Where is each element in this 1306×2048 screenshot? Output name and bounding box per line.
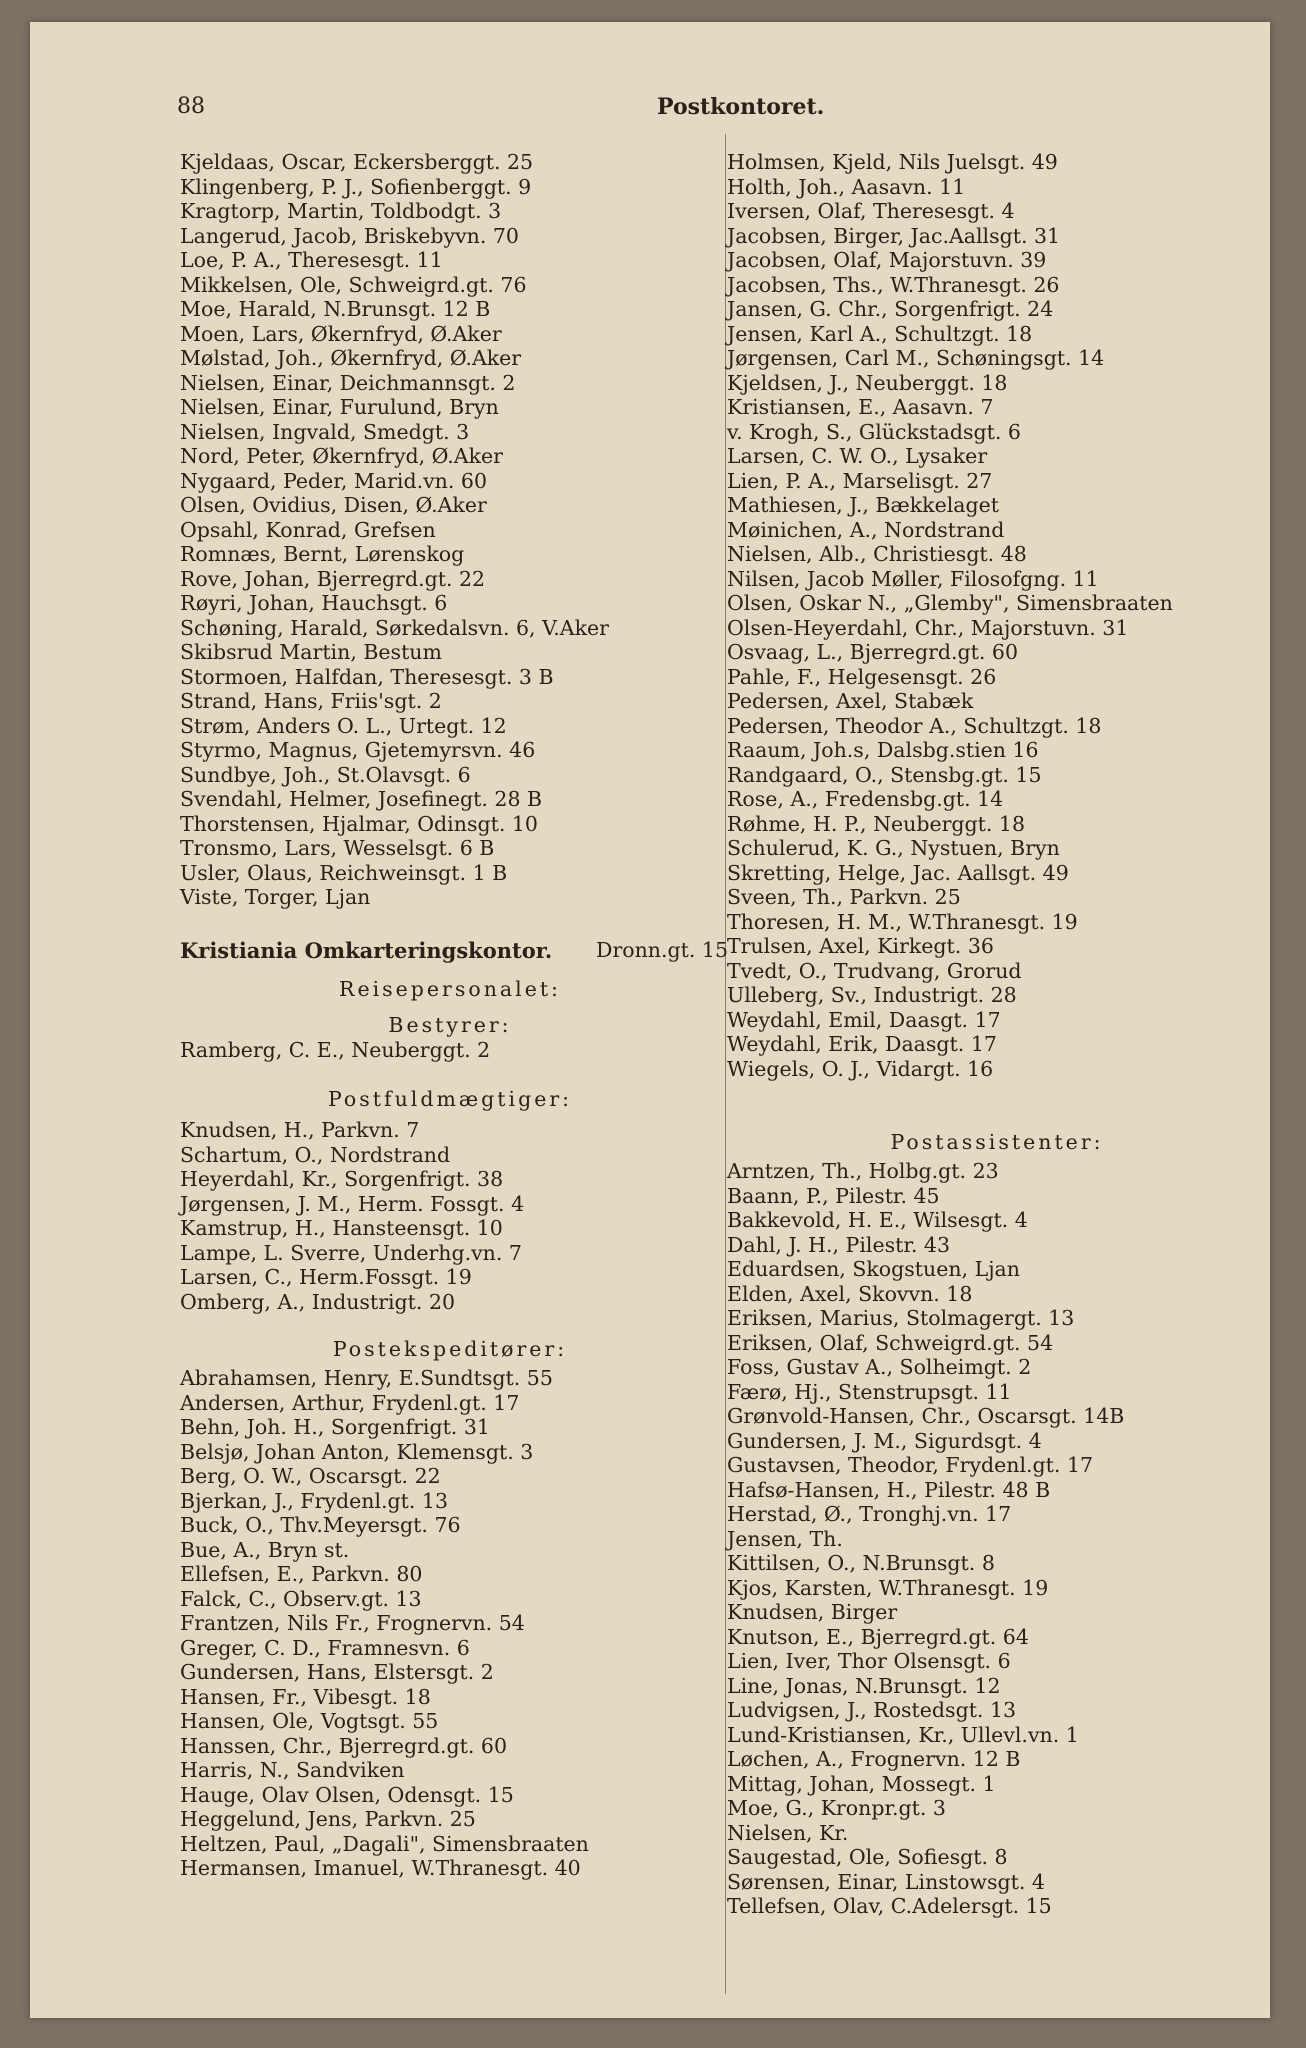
list-item: Schulerud, K. G., Nystuen, Bryn [727,836,1060,860]
list-item: Strand, Hans, Friis'sgt. 2 [180,689,442,713]
list-item: Larsen, C., Herm.Fossgt. 19 [180,1265,472,1289]
list-item: Kristiansen, E., Aasavn. 7 [727,395,994,419]
list-item: Stormoen, Halfdan, Theresesgt. 3 B [180,664,554,689]
list-item: Foss, Gustav A., Solheimgt. 2 [727,1355,1032,1379]
list-item: Mathiesen, J., Bækkelaget [727,493,999,517]
list-item: Line, Jonas, N.Brunsgt. 12 [727,1673,1001,1698]
list-item: Olsen, Ovidius, Disen, Ø.Aker [180,493,487,517]
list-item: Hansen, Fr., Vibesgt. 18 [180,1684,431,1709]
list-item: Pahle, F., Helgesensgt. 26 [727,664,997,689]
list-item: Viste, Torger, Ljan [180,885,371,909]
postfuldmaegtiger-list [180,1118,720,1314]
list-item: Weydahl, Emil, Daasgt. 17 [727,1007,1001,1032]
office-name: Kristiania Omkarteringskontor. [180,937,553,963]
list-item: Gustavsen, Theodor, Frydenl.gt. 17 [727,1453,1094,1477]
list-item: Jacobsen, Olaf, Majorstuvn. 39 [727,248,1047,272]
list-item: Usler, Olaus, Reichweinsgt. 1 B [180,860,508,885]
page-header [177,94,1217,134]
list-item: Sundbye, Joh., St.Olavsgt. 6 [180,762,471,787]
list-item: Hanssen, Chr., Bjerregrd.gt. 60 [180,1733,508,1758]
list-item: Skretting, Helge, Jac. Aallsgt. 49 [727,860,1069,885]
list-item: Langerud, Jacob, Briskebyvn. 70 [180,223,519,248]
left-continued-list [180,150,720,910]
list-item: Holmsen, Kjeld, Nils Juelsgt. 49 [727,150,1058,174]
list-item: Raaum, Joh.s, Dalsbg.stien 16 [727,738,1039,762]
list-item: Eduardsen, Skogstuen, Ljan [727,1257,1020,1281]
list-item: Omberg, A., Industrigt. 20 [180,1289,456,1314]
list-item: Arntzen, Th., Holbg.gt. 23 [727,1159,999,1183]
list-item: Heggelund, Jens, Parkvn. 25 [180,1807,476,1831]
bestyrer-heading: Bestyrer: [388,1012,512,1037]
list-item: Gundersen, J. M., Sigurdsgt. 4 [727,1428,1042,1453]
list-item: Mittag, Johan, Mossegt. 1 [727,1771,996,1796]
list-item: Wiegels, O. J., Vidargt. 16 [727,1056,994,1081]
list-item: Kjeldsen, J., Neuberggt. 18 [727,370,1008,395]
postekspeditorer-list [180,1366,720,1881]
list-item: Møinichen, A., Nordstrand [727,517,1005,542]
list-item: Moe, G., Kronpr.gt. 3 [727,1796,946,1820]
list-item: Jacobsen, Ths., W.Thranesgt. 26 [727,272,1060,297]
list-item: Saugestad, Ole, Sofiesgt. 8 [727,1845,1008,1869]
list-item: Jacobsen, Birger, Jac.Aallsgt. 31 [727,223,1061,248]
list-item: Frantzen, Nils Fr., Frognervn. 54 [180,1611,525,1635]
list-item: Nilsen, Jacob Møller, Filosofgng. 11 [727,566,1099,591]
list-item: Rose, A., Fredensbg.gt. 14 [727,787,1004,811]
list-item: Pedersen, Theodor A., Schultzgt. 18 [727,713,1102,738]
list-item: Jørgensen, Carl M., Schøningsgt. 14 [727,346,1105,370]
list-item: Rove, Johan, Bjerregrd.gt. 22 [180,566,486,591]
office-heading [180,937,728,964]
list-item: Buck, O., Thv.Meyersgt. 76 [180,1513,461,1537]
list-item: Thoresen, H. M., W.Thranesgt. 19 [727,909,1078,934]
list-item: Røhme, H. P., Neuberggt. 18 [727,811,1025,836]
list-item: Nielsen, Einar, Deichmannsgt. 2 [180,370,516,395]
list-item: Kjos, Karsten, W.Thranesgt. 19 [727,1575,1049,1600]
list-item: Belsjø, Johan Anton, Klemensgt. 3 [180,1439,534,1464]
list-item: Thorstensen, Hjalmar, Odinsgt. 10 [180,811,538,836]
list-item: Kjeldaas, Oscar, Eckersberggt. 25 [180,150,534,174]
reisepersonalet-heading: Reisepersonalet: [339,976,561,1001]
list-item: Dahl, J. H., Pilestr. 43 [727,1232,950,1257]
list-item: Herstad, Ø., Tronghj.vn. 17 [727,1502,1012,1526]
list-item: Bjerkan, J., Frydenl.gt. 13 [180,1488,449,1513]
list-item: Eriksen, Marius, Stolmagergt. 13 [727,1306,1075,1330]
postfuldmaegtiger-heading: Postfuldmægtiger: [327,1087,573,1111]
list-item: Loe, P. A., Theresesgt. 11 [180,248,443,272]
column-divider [725,134,726,1994]
list-item: Bue, A., Bryn st. [180,1537,350,1562]
list-item: Weydahl, Erik, Daasgt. 17 [727,1032,997,1056]
list-item: Nielsen, Einar, Furulund, Bryn [180,395,499,419]
list-item: Olsen, Oskar N., „Glemby", Simensbraaten [727,591,1173,615]
list-item: Nielsen, Kr. [727,1820,849,1845]
list-item: Larsen, C. W. O., Lysaker [727,444,988,468]
postekspeditorer-heading: Postekspeditører: [332,1337,568,1361]
list-item: Klingenberg, P. J., Sofienberggt. 9 [180,174,532,199]
list-item: Falck, C., Observ.gt. 13 [180,1586,422,1611]
list-item: Romnæs, Bernt, Lørenskog [180,542,465,566]
list-item: Tellefsen, Olav, C.Adelersgt. 15 [727,1894,1052,1918]
list-item: v. Krogh, S., Glückstadsgt. 6 [727,419,1021,444]
list-item: Hafsø-Hansen, H., Pilestr. 48 B [727,1477,1051,1502]
list-item: Holth, Joh., Aasavn. 11 [727,174,966,199]
office-address: Dronn.gt. 15 [596,937,728,962]
list-item: Nord, Peter, Økernfryd, Ø.Aker [180,444,503,468]
list-item: Olsen-Heyerdahl, Chr., Majorstuvn. 31 [727,615,1129,640]
list-item: Harris, N., Sandviken [180,1758,405,1782]
postassistenter-list [727,1159,1267,1919]
list-item: Moe, Harald, N.Brunsgt. 12 B [180,297,491,321]
list-item: Jensen, Karl A., Schultzgt. 18 [727,321,1033,346]
list-item: Kittilsen, O., N.Brunsgt. 8 [727,1551,995,1575]
list-item: Løchen, A., Frognervn. 12 B [727,1747,1021,1771]
list-item: Opsahl, Konrad, Grefsen [180,517,436,542]
list-item: Gundersen, Hans, Elstersgt. 2 [180,1660,494,1684]
list-item: Strøm, Anders O. L., Urtegt. 12 [180,713,507,738]
list-item: Mikkelsen, Ole, Schweigrd.gt. 76 [180,272,527,297]
list-item: Skibsrud Martin, Bestum [180,640,442,664]
list-item: Hansen, Ole, Vogtsgt. 55 [180,1709,439,1733]
list-item: Elden, Axel, Skovvn. 18 [727,1281,973,1306]
running-title: Postkontoret. [657,94,825,120]
list-item: Jensen, Th. [727,1526,843,1551]
list-item: Lund-Kristiansen, Kr., Ullevl.vn. 1 [727,1722,1079,1747]
list-item: Ramberg, C. E., Neuberggt. 2 [180,1037,491,1062]
list-item: Schøning, Harald, Sørkedalsvn. 6, V.Aker [180,615,609,640]
right-continued-list [727,150,1267,1081]
list-item: Abrahamsen, Henry, E.Sundtsgt. 55 [180,1366,553,1390]
list-item: Færø, Hj., Stenstrupsgt. 11 [727,1379,1012,1404]
list-item: Knudsen, Birger [727,1600,898,1624]
list-item: Behn, Joh. H., Sorgenfrigt. 31 [180,1415,490,1439]
list-item: Lien, P. A., Marselisgt. 27 [727,468,993,493]
list-item: Greger, C. D., Framnesvn. 6 [180,1635,470,1660]
list-item: Pedersen, Axel, Stabæk [727,689,974,713]
list-item: Tvedt, O., Trudvang, Grorud [727,958,1022,983]
list-item: Heyerdahl, Kr., Sorgenfrigt. 38 [180,1167,504,1191]
list-item: Jansen, G. Chr., Sorgenfrigt. 24 [727,297,1054,321]
list-item: Ludvigsen, J., Rostedsgt. 13 [727,1698,1017,1722]
list-item: Baann, P., Pilestr. 45 [727,1183,940,1208]
page-number: 88 [177,94,205,119]
list-item: Nielsen, Ingvald, Smedgt. 3 [180,419,470,444]
list-item: Kragtorp, Martin, Toldbodgt. 3 [180,199,502,223]
list-item: Trulsen, Axel, Kirkegt. 36 [727,934,994,958]
list-item: Andersen, Arthur, Frydenl.gt. 17 [180,1390,520,1415]
list-item: Nielsen, Alb., Christiesgt. 48 [727,542,1027,566]
right-column [727,150,1267,1919]
list-item: Knudsen, H., Parkvn. 7 [180,1118,420,1142]
list-item: Ellefsen, E., Parkvn. 80 [180,1562,423,1586]
list-item: Eriksen, Olaf, Schweigrd.gt. 54 [727,1330,1054,1355]
list-item: Iversen, Olaf, Theresesgt. 4 [727,199,1015,223]
list-item: Hermansen, Imanuel, W.Thranesgt. 40 [180,1856,581,1880]
list-item: Lampe, L. Sverre, Underhg.vn. 7 [180,1240,522,1265]
list-item: Ulleberg, Sv., Industrigt. 28 [727,983,1017,1007]
list-item: Berg, O. W., Oscarsgt. 22 [180,1464,441,1488]
list-item: Sørensen, Einar, Linstowsgt. 4 [727,1869,1045,1894]
list-item: Bakkevold, H. E., Wilsesgt. 4 [727,1208,1028,1232]
list-item: Mølstad, Joh., Økernfryd, Ø.Aker [180,346,522,370]
list-item: Randgaard, O., Stensbg.gt. 15 [727,762,1042,787]
list-item: Lien, Iver, Thor Olsensgt. 6 [727,1649,1011,1673]
bestyrer-list [180,1038,720,1063]
left-column [180,150,728,1881]
list-item: Svendahl, Helmer, Josefinegt. 28 B [180,787,543,811]
list-item: Grønvold-Hansen, Chr., Oscarsgt. 14B [727,1404,1125,1428]
list-item: Moen, Lars, Økernfryd, Ø.Aker [180,321,502,346]
list-item: Tronsmo, Lars, Wesselsgt. 6 B [180,836,495,860]
list-item: Osvaag, L., Bjerregrd.gt. 60 [727,640,1018,664]
postassistenter-heading: Postassistenter: [890,1130,1104,1154]
list-item: Schartum, O., Nordstrand [180,1142,451,1167]
list-item: Styrmo, Magnus, Gjetemyrsvn. 46 [180,738,536,762]
list-item: Hauge, Olav Olsen, Odensgt. 15 [180,1782,514,1807]
list-item: Røyri, Johan, Hauchsgt. 6 [180,591,448,615]
directory-page [30,22,1270,2018]
list-item: Nygaard, Peder, Marid.vn. 60 [180,468,487,493]
list-item: Jørgensen, J. M., Herm. Fossgt. 4 [180,1191,525,1216]
list-item: Heltzen, Paul, „Dagali", Simensbraaten [180,1831,589,1856]
list-item: Kamstrup, H., Hansteensgt. 10 [180,1216,503,1240]
list-item: Sveen, Th., Parkvn. 25 [727,885,961,909]
list-item: Knutson, E., Bjerregrd.gt. 64 [727,1624,1029,1649]
